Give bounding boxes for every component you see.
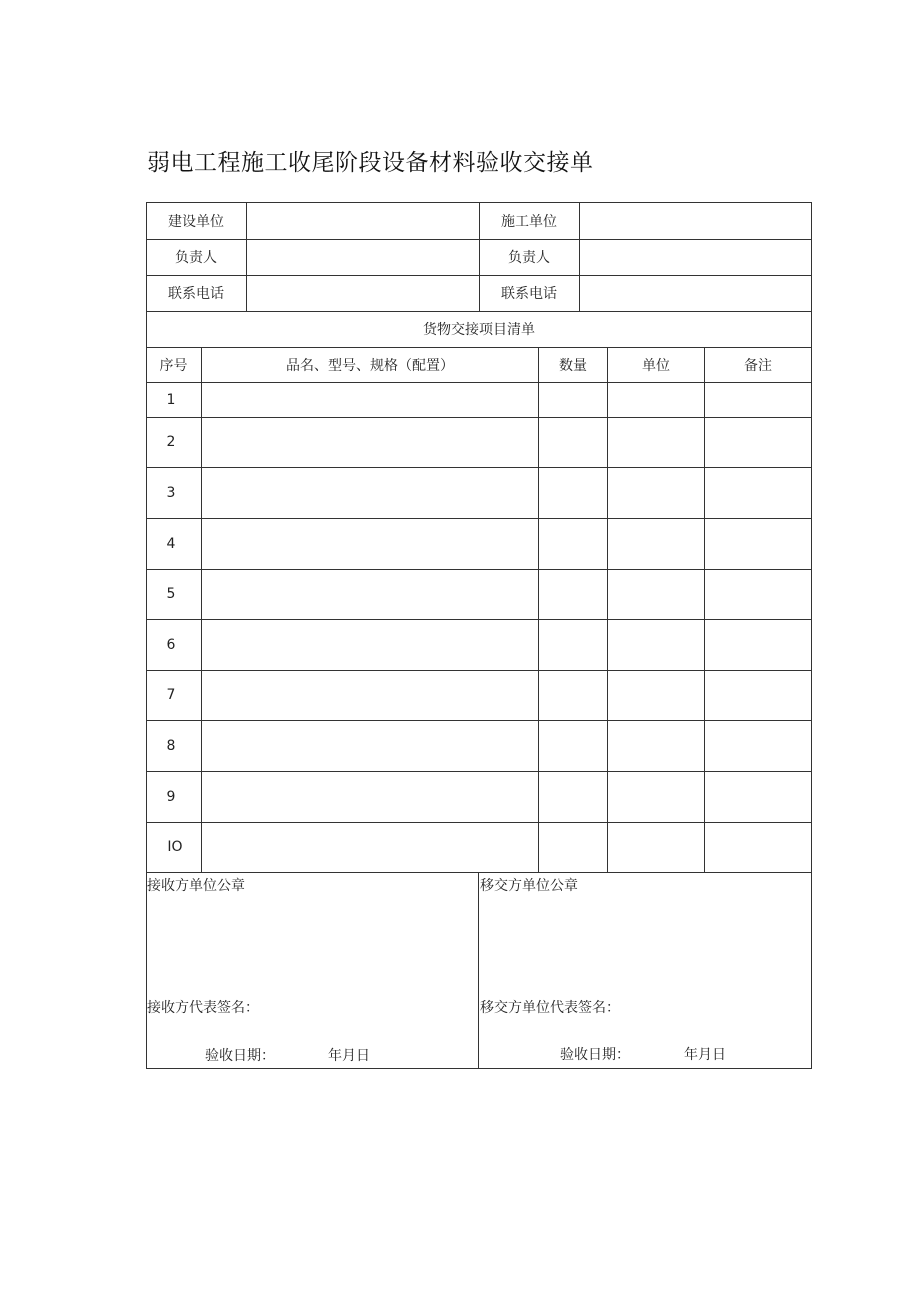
col-header-seq: 序号 (159, 357, 188, 374)
row-number: 7 (166, 687, 176, 703)
client-manager-value[interactable] (247, 239, 479, 275)
row-number: 1 (166, 391, 176, 408)
client-unit-value[interactable] (247, 202, 479, 239)
row-number: 4 (166, 535, 176, 552)
contractor-phone-label: 联系电话 (501, 286, 557, 302)
client-phone-label: 联系电话 (168, 286, 224, 302)
col-header-name: 品名、型号、规格（配置） (286, 357, 454, 374)
col-header-qty: 数量 (559, 357, 587, 374)
transferor-seal-label: 移交方单位公章 (480, 878, 578, 894)
col-header-unit: 单位 (642, 357, 670, 374)
receiver-date-unit: 年月日 (328, 1048, 370, 1064)
transferor-signature-label: 移交方单位代表签名： (480, 1000, 620, 1016)
receiver-date-label: 验收日期： (205, 1048, 275, 1064)
row-number: 6 (166, 636, 176, 653)
client-phone-value[interactable] (247, 275, 479, 311)
contractor-manager-label: 负责人 (508, 250, 550, 266)
client-manager-label: 负责人 (175, 250, 217, 266)
receiver-signature-label: 接收方代表签名： (147, 1000, 259, 1016)
row-number: IO (167, 839, 183, 855)
transferor-date-unit: 年月日 (684, 1047, 726, 1063)
contractor-unit-label: 施工单位 (501, 213, 557, 230)
client-unit-label: 建设单位 (168, 213, 224, 230)
handover-form (146, 202, 812, 1069)
section-title: 货物交接项目清单 (423, 322, 535, 338)
contractor-manager-value[interactable] (580, 239, 811, 275)
contractor-phone-value[interactable] (580, 275, 811, 311)
page-title: 弱电工程施工收尾阶段设备材料验收交接单 (147, 150, 594, 176)
transferor-date-label: 验收日期： (560, 1047, 630, 1063)
receiver-seal-label: 接收方单位公章 (147, 878, 245, 894)
contractor-unit-value[interactable] (580, 202, 811, 239)
row-number: 5 (166, 586, 176, 602)
row-number: 8 (166, 737, 176, 754)
col-header-remark: 备注 (744, 357, 772, 374)
row-number: 9 (166, 788, 176, 805)
row-number: 2 (166, 434, 176, 450)
row-number: 3 (166, 484, 176, 501)
